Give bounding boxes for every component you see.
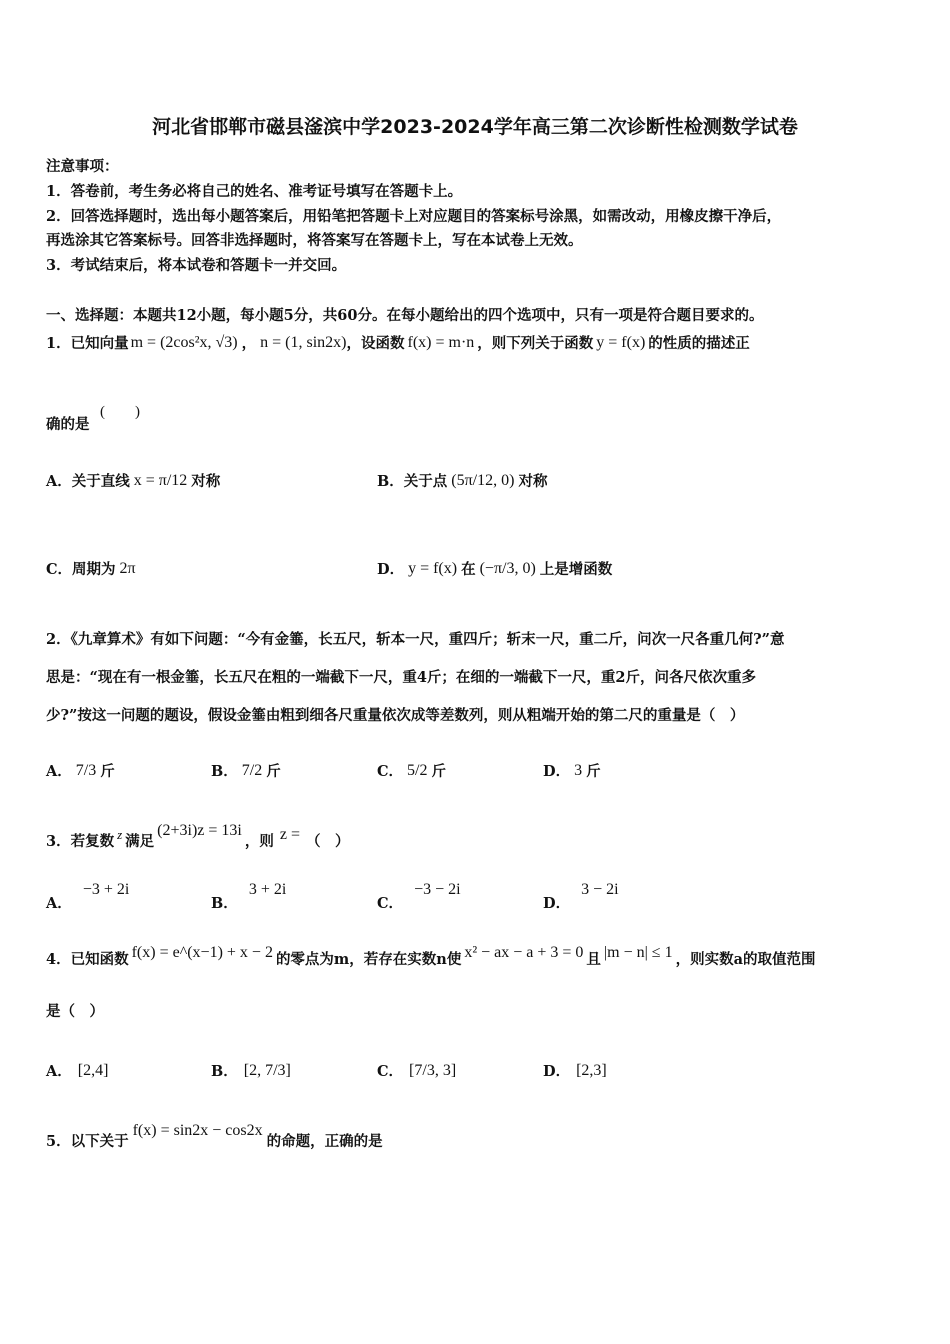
q2-option-a-value: 7/3 — [75, 761, 97, 779]
q3-option-b — [211, 878, 287, 912]
q3-var: z — [117, 826, 123, 842]
q3-option-b-value: 3 + 2i — [248, 881, 287, 898]
q1-function-y: y = f(x) — [596, 333, 646, 351]
q1-option-b-expr: (5π/12, 0) — [451, 471, 515, 489]
q3-option-a — [46, 878, 130, 912]
q3-option-d — [543, 878, 619, 912]
q2-option-c-label: C． — [377, 763, 404, 780]
q1-option-a-suffix: 对称 — [191, 473, 221, 490]
q4-function: f(x) = e^(x−1) + x − 2 — [131, 943, 273, 961]
q4-condition: |m − n| ≤ 1 — [603, 943, 673, 961]
q4-option-a-value: [2,4] — [77, 1061, 109, 1079]
q2-option-d-label: D． — [543, 763, 571, 780]
q3-option-b-label: B． — [211, 895, 238, 912]
q2-option-b-label: B． — [211, 763, 238, 780]
q1-option-b-suffix: 对称 — [518, 473, 548, 490]
q1-function-f: f(x) = m·n — [407, 333, 475, 351]
page-title: 河北省邯郸市磁县滏滨中学2023-2024学年高三第二次诊断性检测数学试卷 — [152, 116, 798, 138]
question-4 — [46, 943, 816, 969]
notice-heading: 注意事项： — [46, 158, 119, 175]
q4-option-c-value: [7/3, 3] — [409, 1061, 457, 1079]
q4-option-b — [211, 1060, 291, 1081]
q1-option-d-expr: y = f(x) — [408, 559, 458, 577]
q3-mid2: ，则 — [244, 833, 274, 850]
q1-option-b-label: B．关于点 — [377, 473, 448, 490]
notice-item-2b: 再选涂其它答案标号。回答非选择题时，将答案写在答题卡上，写在本试卷上无效。 — [46, 232, 583, 249]
q4-option-c — [377, 1060, 456, 1081]
q2-option-c-value: 5/2 — [407, 761, 428, 779]
q1-option-b — [377, 470, 547, 491]
section-heading: 一、选择题：本题共12小题，每小题5分，共60分。在每小题给出的四个选项中，只有一项是符合题目要求的。 — [46, 307, 764, 324]
q4-line-2: 是（ ） — [46, 1003, 104, 1020]
notice-item-3: 3．考试结束后，将本试卷和答题卡一并交回。 — [46, 257, 347, 274]
q2-option-d-value: 3 — [574, 761, 583, 779]
q1-option-c-label: C．周期为 — [46, 561, 116, 578]
q2-option-a-label: A． — [46, 763, 72, 780]
q2-option-a — [46, 760, 115, 781]
q1-suffix: 的性质的描述正 — [648, 335, 750, 352]
q3-option-a-label: A． — [46, 895, 72, 912]
q2-line-3: 少?”按这一问题的题设，假设金箠由粗到细各尺重量依次成等差数列，则从粗端开始的第二尺的重量是（ ） — [46, 707, 745, 724]
q1-line-2-text: 确的是 — [46, 416, 90, 433]
q2-line-1: 2．《九章算术》有如下问题：“今有金箠，长五尺，斩本一尺，重四斤；斩末一尺，重二斤，问次一尺各重几何?”意 — [46, 631, 785, 648]
q1-option-a-label: A．关于直线 — [46, 473, 130, 490]
q1-line-2 — [46, 413, 90, 434]
q3-option-d-label: D． — [543, 895, 571, 912]
q1-option-d-label: D． — [377, 561, 405, 578]
q3-option-c-value: −3 − 2i — [414, 881, 461, 898]
q3-option-c — [377, 878, 461, 912]
q4-equation: x² − ax − a + 3 = 0 — [464, 943, 584, 961]
q4-option-a-label: A． — [46, 1063, 72, 1080]
q4-option-c-label: C． — [377, 1063, 404, 1080]
q3-option-a-value: −3 + 2i — [82, 881, 130, 898]
notice-item-1: 1．答卷前，考生务必将自己的姓名、准考证号填写在答题卡上。 — [46, 183, 463, 200]
q3-prefix: 3．若复数 — [46, 833, 115, 850]
q4-option-b-label: B． — [211, 1063, 238, 1080]
q1-option-a-expr: x = π/12 — [133, 471, 188, 489]
question-1: 1．已知向量 m = (2cos²x, √3) ， n = (1, sin2x) ，设函数 f(x) = m·n ，则下列关于函数 y = f(x) 的性质的描述正 — [46, 333, 750, 352]
q1-vector-n: n = (1, sin2x) — [260, 333, 347, 351]
q3-tail: z = — [279, 825, 300, 843]
q1-option-d-mid: 在 — [461, 561, 476, 578]
q1-option-d-suffix: 上是增函数 — [539, 561, 613, 578]
q5-suffix: 的命题，正确的是 — [266, 1133, 383, 1150]
q1-answer-paren: ( ) — [100, 404, 140, 420]
q4-mid: 的零点为m，若存在实数n使 — [275, 951, 462, 968]
q3-mid: 满足 — [125, 833, 155, 850]
q2-option-c-unit: 斤 — [431, 763, 446, 780]
q2-option-c — [377, 760, 446, 781]
q4-suffix: ，则实数a的取值范围 — [675, 951, 816, 968]
q3-expr: (2+3i)z = 13i — [157, 821, 242, 839]
q2-option-b-unit: 斤 — [266, 763, 281, 780]
notice-item-2a: 2．回答选择题时，选出每小题答案后，用铅笔把答题卡上对应题目的答案标号涂黑，如需改动，用橡皮擦干净后， — [46, 208, 782, 225]
question-5 — [46, 1121, 383, 1151]
q2-option-a-unit: 斤 — [100, 763, 115, 780]
q1-option-a — [46, 470, 220, 491]
q1-option-c — [46, 558, 136, 579]
question-3 — [46, 821, 350, 851]
q1-mid2: ，则下列关于函数 — [477, 335, 594, 352]
q4-option-d — [543, 1060, 607, 1081]
q2-line-2: 思是：“现在有一根金箠，长五尺在粗的一端截下一尺，重4斤；在细的一端截下一尺，重2斤，问各尺依次重多 — [46, 669, 757, 686]
q2-option-d-unit: 斤 — [586, 763, 601, 780]
q4-option-d-value: [2,3] — [576, 1061, 607, 1079]
q2-option-b — [211, 760, 281, 781]
q4-option-b-value: [2, 7/3] — [243, 1061, 291, 1079]
q1-option-d-interval: (−π/3, 0) — [479, 559, 536, 577]
q3-paren: （ ） — [305, 833, 350, 850]
q4-mid2: 且 — [586, 951, 601, 968]
q3-option-d-value: 3 − 2i — [581, 881, 619, 898]
q4-option-a — [46, 1060, 108, 1081]
q1-prefix: 1．已知向量 — [46, 335, 129, 352]
q1-option-c-expr: 2π — [119, 559, 136, 577]
q2-option-b-value: 7/2 — [241, 761, 263, 779]
q1-vector-m: m = (2cos²x, √3) — [130, 333, 238, 351]
q4-prefix: 4．已知函数 — [46, 951, 129, 968]
q4-option-d-label: D． — [543, 1063, 571, 1080]
q5-prefix: 5．以下关于 — [46, 1133, 129, 1150]
q1-option-d — [377, 558, 612, 579]
q3-option-c-label: C． — [377, 895, 404, 912]
q1-mid: ，设函数 — [346, 335, 405, 352]
q2-option-d — [543, 760, 601, 781]
q5-function: f(x) = sin2x − cos2x — [132, 1121, 263, 1139]
